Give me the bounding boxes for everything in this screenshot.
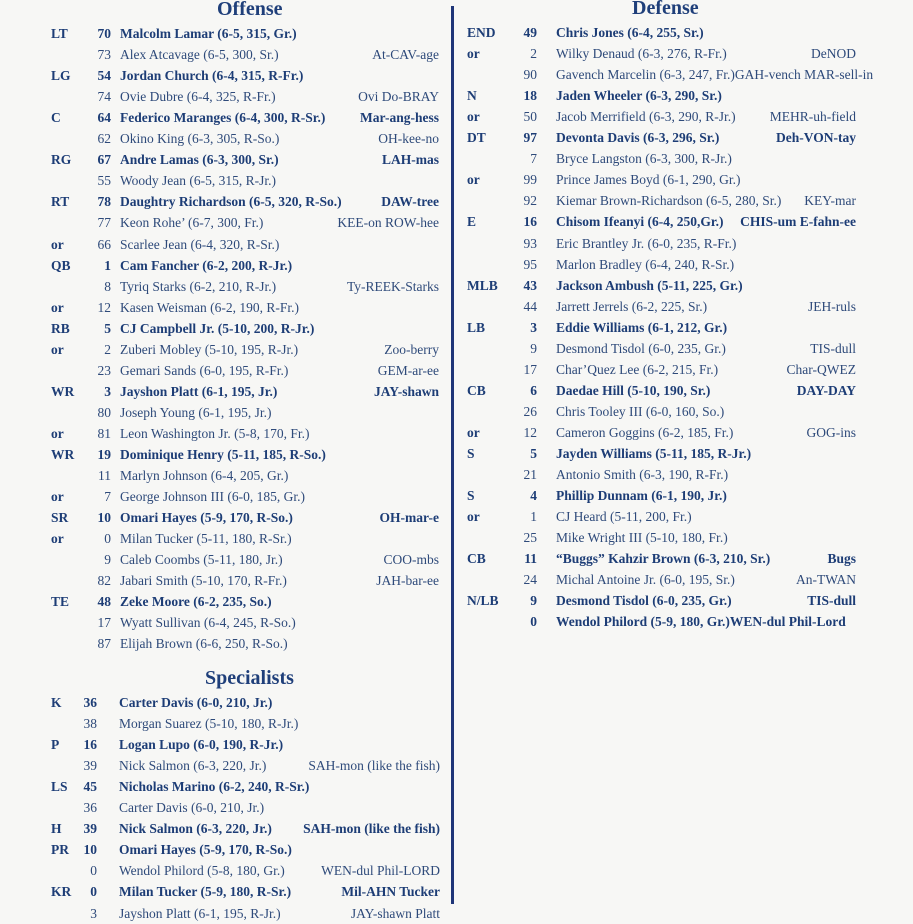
player-name: Jabari Smith (5-10, 170, R-Fr.) (120, 573, 287, 589)
jersey-number: 36 (83, 695, 97, 710)
player-name: Tyriq Starks (6-2, 210, R-Jr.) (120, 278, 277, 294)
jersey-number: 7 (104, 489, 111, 505)
offense-player-row (51, 360, 439, 381)
specialists-player-row (51, 818, 440, 839)
player-name: Dominique Henry (5-11, 185, R-So.) (120, 447, 326, 462)
pronunciation: Zoo-berry (384, 341, 439, 357)
player-name: Kasen Weisman (6-2, 190, R-Fr.) (120, 299, 300, 315)
jersey-number: 24 (523, 572, 537, 588)
player-name: Cam Fancher (6-2, 200, R-Jr.) (120, 257, 293, 273)
player-name: Desmond Tisdol (6-0, 235, Gr.) (556, 593, 732, 609)
defense-player-row (467, 254, 856, 275)
player-name: Omari Hayes (5-9, 170, R-So.) (120, 510, 293, 526)
player-name: Jayden Williams (5-11, 185, R-Jr.) (556, 446, 752, 461)
position-label: LT (51, 26, 68, 41)
offense-player-row (51, 65, 439, 86)
defense-player-row (467, 85, 856, 106)
position-label: CB (467, 382, 486, 398)
position-label: S (467, 488, 475, 504)
defense-player-row (467, 22, 856, 43)
jersey-number: 50 (523, 109, 537, 125)
jersey-number: 0 (90, 884, 97, 900)
jersey-number: 12 (523, 424, 537, 440)
offense-player-row (51, 170, 439, 191)
position-label: N (467, 88, 477, 104)
defense-player-row (467, 611, 856, 632)
jersey-number: 1 (530, 509, 537, 525)
defense-player-row (467, 148, 856, 169)
jersey-number: 23 (97, 362, 111, 378)
offense-player-row (51, 591, 439, 612)
position-label: or (467, 109, 480, 125)
player-name: Malcolm Lamar (6-5, 315, Gr.) (120, 26, 297, 41)
defense-player-row (467, 443, 856, 464)
jersey-number: 2 (104, 341, 111, 357)
offense-player-row (51, 465, 439, 486)
offense-player-row (51, 507, 439, 528)
jersey-number: 67 (97, 152, 111, 168)
jersey-number: 1 (104, 257, 111, 273)
position-label: N/LB (467, 593, 499, 609)
player-name: Marlon Bradley (6-4, 240, R-Sr.) (556, 256, 735, 272)
jersey-number: 64 (97, 110, 111, 126)
offense-player-row (51, 23, 439, 44)
specialists-title: Specialists (205, 667, 294, 689)
jersey-number: 62 (97, 131, 111, 147)
position-label: MLB (467, 277, 498, 293)
player-name: Scarlee Jean (6-4, 320, R-Sr.) (120, 236, 280, 252)
defense-player-row (467, 211, 856, 232)
player-name: Jayshon Platt (6-1, 195, Jr.) (120, 383, 278, 399)
offense-player-row (51, 381, 439, 402)
player-name: Andre Lamas (6-3, 300, Sr.) (120, 152, 279, 168)
jersey-number: 25 (523, 530, 537, 546)
player-name: Nicholas Marino (6-2, 240, R-Sr.) (119, 779, 310, 795)
offense-player-row (51, 318, 439, 339)
position-label: DT (467, 130, 486, 146)
pronunciation: JAY-shawn (373, 383, 439, 399)
offense-player-row (51, 44, 439, 65)
player-name: Jacob Merrifield (6-3, 290, R-Jr.) (556, 109, 736, 125)
defense-player-row (467, 590, 856, 611)
pronunciation: MEHR-uh-field (769, 109, 856, 125)
pronunciation: KEY-mar (804, 193, 856, 209)
offense-player-row (51, 528, 439, 549)
jersey-number: 3 (90, 905, 97, 921)
offense-player-row (51, 549, 439, 570)
jersey-number: 17 (97, 615, 111, 631)
position-label: or (51, 531, 64, 547)
player-name: Leon Washington Jr. (5-8, 170, Fr.) (120, 425, 310, 441)
jersey-number: 70 (97, 26, 111, 41)
position-label: or (51, 299, 64, 315)
specialists-player-row (51, 713, 440, 734)
player-name: Cameron Goggins (6-2, 185, Fr.) (556, 424, 734, 440)
position-label: LB (467, 319, 486, 335)
pronunciation: Mar-ang-hess (360, 110, 439, 126)
offense-player-row (51, 423, 439, 444)
defense-player-row (467, 43, 856, 64)
jersey-number: 55 (97, 173, 111, 189)
player-name: Chisom Ifeanyi (6-4, 250,Gr.) (556, 214, 724, 230)
pronunciation: TIS-dull (807, 593, 856, 609)
offense-player-row (51, 276, 439, 297)
player-name: Phillip Dunnam (6-1, 190, Jr.) (556, 488, 727, 504)
position-label: WR (51, 447, 75, 462)
jersey-number: 95 (523, 256, 537, 272)
pronunciation: DAY-DAY (796, 382, 856, 398)
player-name: Elijah Brown (6-6, 250, R-So.) (120, 636, 288, 652)
jersey-number: 11 (524, 551, 537, 567)
player-name: Daedae Hill (5-10, 190, Sr.) (556, 382, 711, 398)
player-name: Prince James Boyd (6-1, 290, Gr.) (556, 172, 741, 188)
specialists-player-row (51, 839, 440, 860)
player-name: Nick Salmon (6-3, 220, Jr.) (119, 758, 267, 774)
position-label: WR (51, 383, 75, 399)
pronunciation: Ovi Do-BRAY (358, 89, 439, 105)
jersey-number: 49 (523, 25, 537, 40)
pronunciation: DeNOD (811, 46, 856, 62)
defense-player-row (467, 338, 856, 359)
position-label: C (51, 110, 61, 126)
jersey-number: 99 (523, 172, 537, 188)
player-name: Milan Tucker (5-9, 180, R-Sr.) (119, 884, 292, 900)
jersey-number: 48 (97, 594, 111, 610)
specialists-player-row (51, 755, 440, 776)
jersey-number: 8 (104, 278, 111, 294)
offense-player-row (51, 486, 439, 507)
jersey-number: 19 (97, 447, 111, 462)
pronunciation: TIS-dull (810, 340, 856, 356)
player-name: Keon Rohe’ (6-7, 300, Fr.) (120, 215, 264, 231)
player-name: Chris Tooley III (6-0, 160, So.) (556, 403, 725, 419)
player-name: Zuberi Mobley (5-10, 195, R-Jr.) (120, 341, 299, 357)
jersey-number: 43 (523, 277, 537, 293)
pronunciation: COO-mbs (383, 552, 439, 568)
jersey-number: 0 (104, 531, 111, 547)
defense-player-row (467, 506, 856, 527)
defense-player-row (467, 317, 856, 338)
offense-player-row (51, 86, 439, 107)
jersey-number: 77 (97, 215, 111, 231)
offense-player-row (51, 191, 439, 212)
player-name: Eric Brantley Jr. (6-0, 235, R-Fr.) (556, 235, 737, 251)
jersey-number: 39 (83, 758, 97, 774)
jersey-number: 93 (523, 235, 537, 251)
player-name: Woody Jean (6-5, 315, R-Jr.) (120, 173, 277, 189)
jersey-number: 36 (83, 800, 97, 816)
player-name: Marlyn Johnson (6-4, 205, Gr.) (120, 468, 289, 484)
jersey-number: 92 (523, 193, 537, 209)
jersey-number: 11 (98, 468, 111, 484)
defense-player-row (467, 233, 856, 254)
offense-title: Offense (217, 0, 283, 20)
position-label: QB (51, 257, 71, 273)
defense-player-row (467, 275, 856, 296)
jersey-number: 90 (523, 67, 537, 83)
jersey-number: 39 (83, 821, 97, 837)
jersey-number: 16 (83, 737, 97, 753)
defense-player-row (467, 169, 856, 190)
position-label: or (467, 424, 480, 440)
pronunciation: SAH-mon (like the fish) (308, 758, 440, 774)
offense-player-row (51, 128, 439, 149)
pronunciation: Char-QWEZ (786, 361, 856, 377)
player-name: CJ Heard (5-11, 200, Fr.) (556, 509, 692, 525)
jersey-number: 73 (97, 47, 111, 63)
position-label: or (51, 425, 64, 441)
specialists-player-row (51, 734, 440, 755)
jersey-number: 97 (523, 130, 537, 146)
pronunciation: JAH-bar-ee (376, 573, 439, 589)
position-label: LS (51, 779, 68, 795)
player-name: Milan Tucker (5-11, 180, R-Sr.) (120, 531, 292, 547)
jersey-number: 18 (523, 88, 537, 104)
jersey-number: 3 (530, 319, 537, 335)
defense-player-row (467, 190, 856, 211)
player-name: Gemari Sands (6-0, 195, R-Fr.) (120, 362, 289, 378)
defense-player-row (467, 401, 856, 422)
defense-player-row (467, 464, 856, 485)
position-label: RB (51, 320, 70, 336)
pronunciation: JAY-shawn Platt (350, 905, 440, 921)
jersey-number: 81 (97, 425, 111, 441)
player-name: Gavench Marcelin (6-3, 247, Fr.)GAH-vench MAR-sell-in (556, 67, 874, 83)
player-name: Desmond Tisdol (6-0, 235, Gr.) (556, 340, 726, 356)
player-name: Wilky Denaud (6-3, 276, R-Fr.) (556, 46, 727, 62)
pronunciation: Ty-REEK-Starks (346, 278, 439, 294)
defense-player-row (467, 127, 856, 148)
player-name: Carter Davis (6-0, 210, Jr.) (119, 800, 265, 816)
player-name: Char’Quez Lee (6-2, 215, Fr.) (556, 361, 719, 377)
defense-player-row (467, 569, 856, 590)
position-label: LG (51, 68, 71, 84)
player-name: Mike Wright III (5-10, 180, Fr.) (556, 530, 728, 546)
defense-title: Defense (632, 0, 699, 19)
pronunciation: LAH-mas (382, 152, 439, 168)
jersey-number: 87 (97, 636, 111, 652)
offense-player-row (51, 612, 439, 633)
pronunciation: Mil-AHN Tucker (341, 884, 440, 900)
position-label: CB (467, 551, 486, 567)
position-label: or (51, 341, 64, 357)
jersey-number: 45 (83, 779, 97, 795)
jersey-number: 44 (523, 298, 537, 314)
pronunciation: At-CAV-age (372, 47, 439, 63)
defense-player-row (467, 485, 856, 506)
position-label: or (467, 509, 480, 525)
player-name: Eddie Williams (6-1, 212, Gr.) (556, 319, 728, 335)
pronunciation: KEE-on ROW-hee (337, 215, 439, 231)
player-name: Joseph Young (6-1, 195, Jr.) (120, 404, 272, 420)
player-name: Michal Antoine Jr. (6-0, 195, Sr.) (556, 572, 735, 588)
player-name: Jackson Ambush (5-11, 225, Gr.) (556, 277, 743, 293)
defense-player-row (467, 296, 856, 317)
player-name: Antonio Smith (6-3, 190, R-Fr.) (556, 467, 729, 483)
player-name: Alex Atcavage (6-5, 300, Sr.) (120, 47, 279, 63)
jersey-number: 54 (97, 68, 111, 84)
jersey-number: 10 (97, 510, 111, 526)
jersey-number: 2 (530, 46, 537, 62)
defense-player-row (467, 106, 856, 127)
jersey-number: 82 (97, 573, 111, 589)
player-name: Zeke Moore (6-2, 235, So.) (120, 594, 272, 610)
player-name: Wendol Philord (5-8, 180, Gr.) (119, 863, 285, 879)
jersey-number: 10 (83, 842, 97, 858)
defense-player-row (467, 380, 856, 401)
position-label: H (51, 821, 62, 837)
jersey-number: 6 (530, 382, 537, 398)
player-name: Jarrett Jerrels (6-2, 225, Sr.) (556, 298, 708, 314)
jersey-number: 5 (104, 320, 111, 336)
pronunciation: SAH-mon (like the fish) (303, 821, 440, 837)
player-name: Wendol Philord (5-9, 180, Gr.)WEN-dul Phil-Lord (556, 614, 846, 630)
pronunciation: An-TWAN (796, 572, 856, 588)
specialists-player-row (51, 776, 440, 797)
jersey-number: 9 (530, 593, 537, 609)
position-label: or (467, 172, 480, 188)
player-name: Bryce Langston (6-3, 300, R-Jr.) (556, 151, 732, 167)
jersey-number: 9 (530, 340, 537, 356)
position-label: E (467, 214, 477, 230)
specialists-player-row (51, 692, 440, 713)
pronunciation: DAW-tree (381, 194, 439, 210)
jersey-number: 21 (523, 467, 537, 483)
player-name: Chris Jones (6-4, 255, Sr.) (556, 25, 704, 40)
position-label: PR (51, 842, 69, 858)
defense-player-row (467, 64, 874, 85)
player-name: Morgan Suarez (5-10, 180, R-Jr.) (119, 716, 299, 732)
offense-player-row (51, 339, 439, 360)
jersey-number: 9 (104, 552, 111, 568)
player-name: Daughtry Richardson (6-5, 320, R-So.) (120, 194, 342, 210)
position-label: K (51, 695, 62, 710)
player-name: Federico Maranges (6-4, 300, R-Sr.) (120, 110, 326, 126)
position-label: TE (51, 594, 70, 610)
specialists-player-row (51, 797, 440, 818)
offense-player-row (51, 212, 439, 233)
pronunciation: GEM-ar-ee (377, 362, 439, 378)
jersey-number: 0 (530, 614, 537, 630)
offense-player-row (51, 255, 439, 276)
player-name: CJ Campbell Jr. (5-10, 200, R-Jr.) (120, 320, 315, 336)
position-label: or (51, 489, 64, 505)
specialists-player-row (51, 860, 440, 881)
player-name: Logan Lupo (6-0, 190, R-Jr.) (119, 737, 284, 753)
offense-player-row (51, 570, 439, 591)
position-label: S (467, 446, 475, 461)
jersey-number: 80 (97, 404, 111, 420)
position-label: RT (51, 194, 70, 210)
pronunciation: JEH-ruls (808, 298, 856, 314)
offense-player-row (51, 297, 439, 318)
column-divider (451, 6, 454, 904)
position-label: END (467, 25, 496, 40)
offense-player-row (51, 444, 439, 465)
defense-player-row (467, 548, 856, 569)
player-name: Ovie Dubre (6-4, 325, R-Fr.) (120, 89, 276, 105)
jersey-number: 16 (523, 214, 537, 230)
position-label: KR (51, 884, 72, 900)
position-label: RG (51, 152, 72, 168)
position-label: P (51, 737, 60, 753)
offense-player-row (51, 633, 439, 654)
position-label: or (51, 236, 64, 252)
jersey-number: 26 (523, 403, 537, 419)
pronunciation: Bugs (827, 551, 856, 567)
jersey-number: 78 (97, 194, 111, 210)
jersey-number: 7 (530, 151, 537, 167)
jersey-number: 3 (104, 383, 111, 399)
player-name: Jaden Wheeler (6-3, 290, Sr.) (556, 88, 722, 104)
player-name: Devonta Davis (6-3, 296, Sr.) (556, 130, 720, 146)
jersey-number: 5 (530, 446, 537, 461)
player-name: “Buggs” Kahzir Brown (6-3, 210, Sr.) (556, 551, 771, 567)
position-label: or (467, 46, 480, 62)
player-name: Jordan Church (6-4, 315, R-Fr.) (120, 68, 304, 84)
pronunciation: CHIS-um E-fahn-ee (740, 214, 856, 230)
player-name: Carter Davis (6-0, 210, Jr.) (119, 695, 273, 710)
player-name: George Johnson III (6-0, 185, Gr.) (120, 489, 305, 505)
defense-player-row (467, 527, 856, 548)
defense-player-row (467, 359, 856, 380)
jersey-number: 4 (530, 488, 537, 504)
pronunciation: OH-mar-e (379, 510, 439, 526)
player-name: Jayshon Platt (6-1, 195, R-Jr.) (119, 905, 281, 921)
specialists-player-row (51, 881, 440, 902)
player-name: Okino King (6-3, 305, R-So.) (120, 131, 280, 147)
player-name: Wyatt Sullivan (6-4, 245, R-So.) (120, 615, 296, 631)
pronunciation: GOG-ins (806, 424, 856, 440)
offense-player-row (51, 402, 439, 423)
position-label: SR (51, 510, 69, 526)
offense-player-row (51, 149, 439, 170)
jersey-number: 0 (90, 863, 97, 879)
pronunciation: OH-kee-no (378, 131, 439, 147)
player-name: Caleb Coombs (5-11, 180, Jr.) (120, 552, 283, 568)
jersey-number: 12 (97, 299, 111, 315)
offense-player-row (51, 234, 439, 255)
jersey-number: 17 (523, 361, 537, 377)
player-name: Kiemar Brown-Richardson (6-5, 280, Sr.) (556, 193, 782, 209)
jersey-number: 74 (97, 89, 111, 105)
jersey-number: 66 (97, 236, 111, 252)
pronunciation: Deh-VON-tay (776, 130, 856, 146)
specialists-player-row (51, 903, 440, 924)
defense-player-row (467, 422, 856, 443)
pronunciation: WEN-dul Phil-LORD (321, 863, 440, 879)
player-name: Omari Hayes (5-9, 170, R-So.) (119, 842, 292, 858)
offense-player-row (51, 107, 439, 128)
jersey-number: 38 (83, 716, 97, 732)
player-name: Nick Salmon (6-3, 220, Jr.) (119, 821, 272, 837)
